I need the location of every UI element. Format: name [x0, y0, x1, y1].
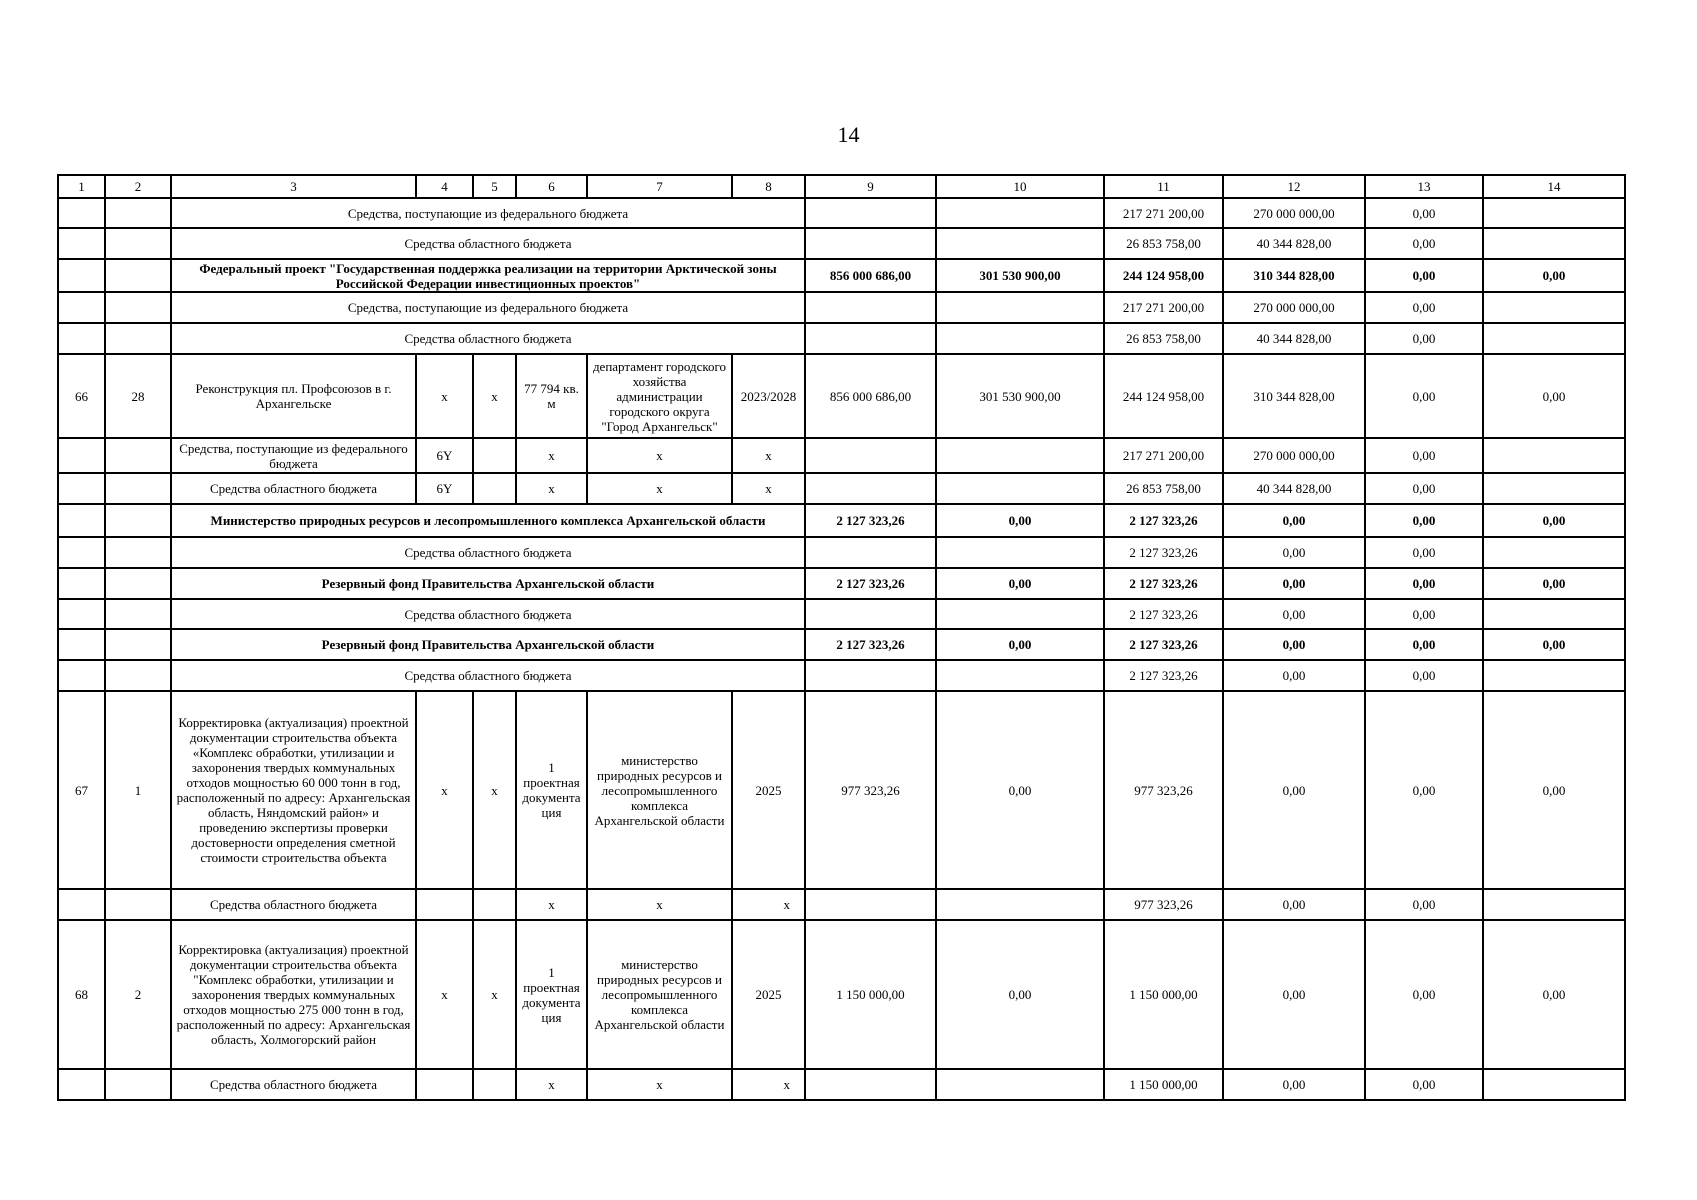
funding-source-label: Средства, поступающие из федерального бюджета: [171, 198, 805, 228]
amount-total: 1 150 000,00: [805, 920, 936, 1069]
amount-cell: 217 271 200,00: [1104, 198, 1223, 228]
amount-cell: [936, 292, 1104, 323]
amount-cell: 0,00: [1365, 228, 1483, 259]
empty-cell: [105, 292, 171, 323]
section-title: Резервный фонд Правительства Архангельской области: [171, 568, 805, 599]
amount-total: [805, 473, 936, 504]
column-header: 7: [587, 175, 732, 198]
amount-cell: 0,00: [1483, 259, 1625, 292]
item-number: 28: [105, 354, 171, 438]
empty-cell: [105, 568, 171, 599]
section-title: Министерство природных ресурсов и лесопромышленного комплекса Архангельской области: [171, 504, 805, 537]
capacity-cell: х: [516, 438, 587, 473]
amount-cell: 26 853 758,00: [1104, 473, 1223, 504]
amount-cell: 0,00: [1365, 920, 1483, 1069]
executor-cell: департамент городского хозяйства администрации городского округа "Город Архангельск": [587, 354, 732, 438]
item-name: Корректировка (актуализация) проектной документации строительства объекта «Комплекс обработки, утилизации и захоронения твердых коммунальных отходов мощностью 60 000 тонн в год, расположенный по адресу: Архангельская область, Няндомский район» и проведению экспертизы проверки достоверности определения сметной стоимости строительства объекта: [171, 691, 416, 889]
executor-cell: х: [587, 889, 732, 920]
period-cell: х: [732, 889, 805, 920]
amount-cell: 310 344 828,00: [1223, 354, 1365, 438]
table-row: [58, 323, 1625, 354]
item-number: [105, 438, 171, 473]
amount-total: [805, 198, 936, 228]
amount-cell: 0,00: [1365, 568, 1483, 599]
funding-source-label: Средства областного бюджета: [171, 889, 416, 920]
amount-total: [805, 323, 936, 354]
amount-cell: 0,00: [1223, 537, 1365, 568]
amount-cell: 0,00: [1365, 259, 1483, 292]
amount-cell: [1483, 438, 1625, 473]
amount-cell: 0,00: [1365, 1069, 1483, 1100]
code-cell: х: [473, 920, 516, 1069]
code-cell: [473, 1069, 516, 1100]
amount-cell: 270 000 000,00: [1223, 198, 1365, 228]
row-number: [58, 889, 105, 920]
item-number: 2: [105, 920, 171, 1069]
amount-cell: 0,00: [1483, 629, 1625, 660]
code-cell: х: [473, 354, 516, 438]
amount-cell: 244 124 958,00: [1104, 259, 1223, 292]
funding-source-label: Средства областного бюджета: [171, 228, 805, 259]
empty-cell: [105, 323, 171, 354]
amount-cell: 217 271 200,00: [1104, 438, 1223, 473]
amount-cell: 2 127 323,26: [1104, 599, 1223, 629]
code-cell: х: [416, 354, 473, 438]
capacity-cell: х: [516, 473, 587, 504]
executor-cell: х: [587, 1069, 732, 1100]
table-row: [58, 920, 1625, 1069]
column-header: 3: [171, 175, 416, 198]
period-cell: х: [732, 1069, 805, 1100]
amount-cell: 0,00: [1365, 473, 1483, 504]
row-number: [58, 1069, 105, 1100]
amount-cell: [936, 537, 1104, 568]
amount-total: [805, 1069, 936, 1100]
empty-cell: [105, 599, 171, 629]
executor-cell: министерство природных ресурсов и лесопромышленного комплекса Архангельской области: [587, 920, 732, 1069]
amount-cell: [1483, 473, 1625, 504]
amount-cell: 40 344 828,00: [1223, 228, 1365, 259]
amount-total: 2 127 323,26: [805, 629, 936, 660]
amount-cell: 40 344 828,00: [1223, 473, 1365, 504]
section-title: Резервный фонд Правительства Архангельской области: [171, 629, 805, 660]
table-row: [58, 354, 1625, 438]
period-cell: 2025: [732, 920, 805, 1069]
row-number: 68: [58, 920, 105, 1069]
amount-cell: [1483, 198, 1625, 228]
executor-cell: х: [587, 438, 732, 473]
amount-cell: [1483, 323, 1625, 354]
amount-cell: 0,00: [1223, 920, 1365, 1069]
empty-cell: [58, 504, 105, 537]
amount-cell: 270 000 000,00: [1223, 292, 1365, 323]
amount-cell: 0,00: [1223, 1069, 1365, 1100]
code-cell: [473, 438, 516, 473]
amount-total: [805, 228, 936, 259]
amount-total: 977 323,26: [805, 691, 936, 889]
amount-cell: 0,00: [1365, 691, 1483, 889]
amount-cell: [1483, 228, 1625, 259]
column-header: 9: [805, 175, 936, 198]
amount-total: [805, 599, 936, 629]
period-cell: х: [732, 438, 805, 473]
amount-cell: [936, 599, 1104, 629]
item-number: [105, 889, 171, 920]
empty-cell: [105, 537, 171, 568]
amount-cell: 310 344 828,00: [1223, 259, 1365, 292]
amount-cell: 2 127 323,26: [1104, 629, 1223, 660]
table-row: [58, 198, 1625, 228]
amount-cell: 0,00: [1483, 920, 1625, 1069]
funding-source-label: Средства областного бюджета: [171, 599, 805, 629]
row-number: 67: [58, 691, 105, 889]
amount-cell: [1483, 599, 1625, 629]
funding-source-label: Средства областного бюджета: [171, 473, 416, 504]
amount-cell: 0,00: [1365, 889, 1483, 920]
section-title: Федеральный проект "Государственная поддержка реализации на территории Арктической зоны Российской Федерации инвестиционных проектов": [171, 259, 805, 292]
amount-cell: [1483, 889, 1625, 920]
amount-cell: 40 344 828,00: [1223, 323, 1365, 354]
amount-cell: 2 127 323,26: [1104, 660, 1223, 691]
period-cell: х: [732, 473, 805, 504]
amount-cell: [936, 198, 1104, 228]
amount-total: 856 000 686,00: [805, 354, 936, 438]
code-cell: [473, 473, 516, 504]
table-row: [58, 292, 1625, 323]
amount-cell: 244 124 958,00: [1104, 354, 1223, 438]
code-cell: х: [473, 691, 516, 889]
amount-total: [805, 292, 936, 323]
funding-source-label: Средства областного бюджета: [171, 323, 805, 354]
item-name: Реконструкция пл. Профсоюзов в г. Архангельске: [171, 354, 416, 438]
amount-cell: [1483, 1069, 1625, 1100]
column-header: 4: [416, 175, 473, 198]
code-cell: 6Y: [416, 438, 473, 473]
page-number: 14: [837, 122, 860, 147]
amount-cell: 0,00: [1365, 354, 1483, 438]
empty-cell: [58, 599, 105, 629]
empty-cell: [105, 660, 171, 691]
amount-cell: [936, 660, 1104, 691]
empty-cell: [58, 537, 105, 568]
empty-cell: [58, 629, 105, 660]
amount-cell: 0,00: [1365, 198, 1483, 228]
code-cell: 6Y: [416, 473, 473, 504]
empty-cell: [105, 629, 171, 660]
amount-cell: 0,00: [1365, 599, 1483, 629]
empty-cell: [58, 259, 105, 292]
header-row: [58, 175, 1625, 198]
funding-source-label: Средства областного бюджета: [171, 1069, 416, 1100]
column-header: 11: [1104, 175, 1223, 198]
row-number: [58, 473, 105, 504]
amount-cell: [936, 323, 1104, 354]
amount-cell: 977 323,26: [1104, 889, 1223, 920]
period-cell: 2025: [732, 691, 805, 889]
amount-cell: 2 127 323,26: [1104, 537, 1223, 568]
code-cell: х: [416, 920, 473, 1069]
amount-cell: 0,00: [1223, 568, 1365, 599]
table-row: [58, 568, 1625, 599]
table-row: [58, 438, 1625, 473]
amount-cell: 26 853 758,00: [1104, 323, 1223, 354]
table-row: [58, 504, 1625, 537]
empty-cell: [105, 259, 171, 292]
amount-cell: 301 530 900,00: [936, 354, 1104, 438]
amount-cell: 0,00: [1483, 568, 1625, 599]
code-cell: [416, 1069, 473, 1100]
amount-cell: [1483, 292, 1625, 323]
amount-total: [805, 889, 936, 920]
row-number: 66: [58, 354, 105, 438]
executor-cell: министерство природных ресурсов и лесопромышленного комплекса Архангельской области: [587, 691, 732, 889]
amount-cell: 0,00: [936, 691, 1104, 889]
amount-cell: 301 530 900,00: [936, 259, 1104, 292]
empty-cell: [58, 228, 105, 259]
code-cell: [416, 889, 473, 920]
item-number: [105, 473, 171, 504]
table-row: [58, 599, 1625, 629]
amount-cell: [936, 473, 1104, 504]
empty-cell: [58, 292, 105, 323]
amount-cell: 2 127 323,26: [1104, 568, 1223, 599]
capacity-cell: 77 794 кв. м: [516, 354, 587, 438]
amount-total: 2 127 323,26: [805, 568, 936, 599]
amount-cell: 0,00: [1365, 660, 1483, 691]
capacity-cell: 1 проектная документа ция: [516, 920, 587, 1069]
amount-cell: 0,00: [1483, 504, 1625, 537]
amount-cell: 2 127 323,26: [1104, 504, 1223, 537]
amount-total: [805, 438, 936, 473]
amount-total: 2 127 323,26: [805, 504, 936, 537]
amount-cell: 0,00: [1365, 292, 1483, 323]
column-header: 6: [516, 175, 587, 198]
funding-source-label: Средства областного бюджета: [171, 537, 805, 568]
capacity-cell: х: [516, 1069, 587, 1100]
amount-cell: 0,00: [1365, 537, 1483, 568]
amount-cell: 0,00: [1365, 323, 1483, 354]
funding-source-label: Средства областного бюджета: [171, 660, 805, 691]
amount-cell: 0,00: [936, 504, 1104, 537]
empty-cell: [58, 198, 105, 228]
amount-cell: [1483, 660, 1625, 691]
table-row: [58, 691, 1625, 889]
funding-source-label: Средства, поступающие из федерального бюджета: [171, 292, 805, 323]
table-row: [58, 889, 1625, 920]
code-cell: [473, 889, 516, 920]
amount-cell: [936, 889, 1104, 920]
table-row: [58, 660, 1625, 691]
capacity-cell: 1 проектная документа ция: [516, 691, 587, 889]
amount-cell: 0,00: [1223, 504, 1365, 537]
amount-cell: 0,00: [1223, 660, 1365, 691]
empty-cell: [58, 660, 105, 691]
amount-cell: 0,00: [936, 568, 1104, 599]
amount-cell: 0,00: [1223, 629, 1365, 660]
column-header: 13: [1365, 175, 1483, 198]
column-header: 8: [732, 175, 805, 198]
amount-cell: 0,00: [936, 629, 1104, 660]
amount-cell: 26 853 758,00: [1104, 228, 1223, 259]
empty-cell: [105, 228, 171, 259]
amount-cell: [936, 228, 1104, 259]
item-name: Корректировка (актуализация) проектной документации строительства объекта "Комплекс обработки, утилизации и захоронения твердых коммунальных отходов мощностью 275 000 тонн в год, расположенный по адресу: Архангельская область, Холмогорский район: [171, 920, 416, 1069]
amount-cell: 0,00: [1483, 354, 1625, 438]
column-header: 5: [473, 175, 516, 198]
amount-cell: 0,00: [936, 920, 1104, 1069]
column-header: 2: [105, 175, 171, 198]
column-header: 12: [1223, 175, 1365, 198]
amount-cell: 0,00: [1223, 599, 1365, 629]
amount-cell: 0,00: [1223, 889, 1365, 920]
period-cell: 2023/2028: [732, 354, 805, 438]
funding-source-label: Средства, поступающие из федерального бюджета: [171, 438, 416, 473]
column-header: 10: [936, 175, 1104, 198]
amount-cell: [936, 1069, 1104, 1100]
amount-cell: 977 323,26: [1104, 691, 1223, 889]
amount-cell: 0,00: [1365, 504, 1483, 537]
table-row: [58, 1069, 1625, 1100]
amount-total: [805, 537, 936, 568]
amount-cell: 0,00: [1223, 691, 1365, 889]
table-row: [58, 228, 1625, 259]
item-number: [105, 1069, 171, 1100]
amount-cell: 217 271 200,00: [1104, 292, 1223, 323]
amount-cell: 0,00: [1365, 438, 1483, 473]
amount-cell: 270 000 000,00: [1223, 438, 1365, 473]
table-row: [58, 537, 1625, 568]
row-number: [58, 438, 105, 473]
empty-cell: [58, 323, 105, 354]
table-row: [58, 629, 1625, 660]
column-header: 14: [1483, 175, 1625, 198]
table-row: [58, 259, 1625, 292]
amount-cell: 1 150 000,00: [1104, 1069, 1223, 1100]
amount-cell: [1483, 537, 1625, 568]
column-header: 1: [58, 175, 105, 198]
capacity-cell: х: [516, 889, 587, 920]
budget-table: [57, 174, 1626, 1101]
amount-total: 856 000 686,00: [805, 259, 936, 292]
amount-cell: 0,00: [1483, 691, 1625, 889]
code-cell: х: [416, 691, 473, 889]
amount-cell: 0,00: [1365, 629, 1483, 660]
empty-cell: [105, 504, 171, 537]
empty-cell: [105, 198, 171, 228]
executor-cell: х: [587, 473, 732, 504]
amount-cell: 1 150 000,00: [1104, 920, 1223, 1069]
empty-cell: [58, 568, 105, 599]
item-number: 1: [105, 691, 171, 889]
amount-cell: [936, 438, 1104, 473]
amount-total: [805, 660, 936, 691]
table-row: [58, 473, 1625, 504]
